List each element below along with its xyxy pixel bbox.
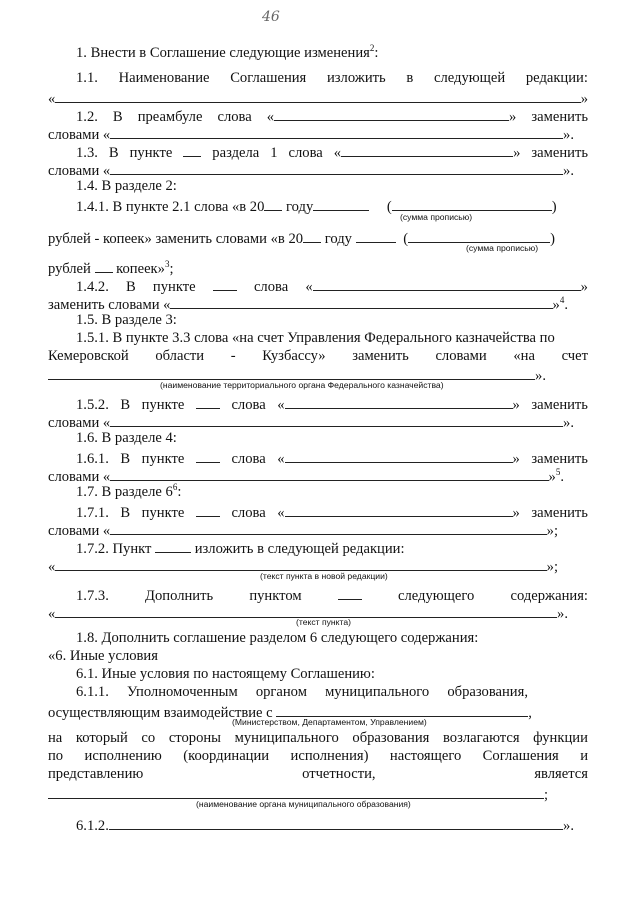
item-1-5-1-blank: ». [48,365,588,384]
fill-line [48,784,544,799]
item-1-5-2: 1.5.2. В пункте слова « » заменить [48,394,588,413]
item-1-5-1: 1.5.1. В пункте 3.3 слова «на счет Управления Федерального казначейства по [76,330,555,346]
fill-line [48,365,535,380]
item-1-7-3: 1.7.3. Дополнить пунктом следующего содержания: [48,585,588,604]
fill-line [285,502,513,517]
item-1-4-1-cont: рублей - копеек» заменить словами «в 20 году ( ) [48,228,588,247]
caption-municipal-body: (наименование органа муниципального образования) [196,799,411,809]
item-1-2: 1.2. В преамбуле слова « » заменить [48,106,588,125]
fill-line [196,502,220,517]
item-1-8: 1.8. Дополнить соглашение разделом 6 следующего содержания: [76,630,479,646]
page-number: 46 [262,9,280,25]
fill-line [313,196,369,211]
fill-line [55,603,557,618]
caption-amount-2: (сумма прописью) [466,243,539,253]
item-1-heading: 1. Внести в Соглашение следующие изменения$^2$: [76,43,379,61]
fill-line [155,538,191,553]
item-1-4-2-cont: заменить словами « »$^4$. [48,295,568,313]
item-6-1-1-blank: ; [48,784,588,803]
item-1-6-1-cont: словами « »$^5$. [48,467,564,485]
fill-line [110,124,563,139]
item-6-1: 6.1. Иные условия по настоящему Соглашению: [76,666,375,682]
fill-line [110,520,546,535]
fill-line [183,142,201,157]
item-1-2-cont: словами « ». [48,124,588,143]
fill-line [408,228,550,243]
item-1-6: 1.6. В разделе 4: [76,430,177,446]
fill-line [285,448,513,463]
item-1-5: 1.5. В разделе 3: [76,312,177,328]
fill-line [392,196,552,211]
caption-new-text: (текст пункта в новой редакции) [260,571,388,581]
fill-line [95,258,113,273]
fill-line [110,466,548,481]
item-1-4-2: 1.4.2. В пункте слова « » [48,276,588,295]
item-6-1-1-line3: на который со стороны муниципального образования возлагаются функции [48,730,588,746]
item-6-1-1: 6.1.1. Уполномоченным органом муниципального образования, [76,684,528,700]
item-1-1-blank: « » [48,88,588,107]
item-1-7-3-blank: « ». [48,603,588,622]
caption-treasury-body: (наименование территориального органа Федерального казначейства) [160,380,444,390]
item-6-1-1-line5: представлению отчетности, является [48,766,588,782]
item-1-3-cont: словами « ». [48,160,588,179]
item-1-5-1-cont: Кемеровской области - Кузбассу» заменить словами «на счет [48,348,588,364]
fill-line [341,142,513,157]
caption-ministry: (Министерством, Департаментом, Управлением) [232,717,427,727]
item-1-5-2-cont: словами « ». [48,412,588,431]
fill-line [110,160,563,175]
fill-line [338,585,362,600]
item-6-1-1-line4: по исполнению (координации исполнения) настоящего Соглашения и [48,748,588,764]
fill-line [170,294,552,309]
item-1-4-1-end: рублей копеек»$^3$; [48,259,174,277]
item-6-1-2: 6.1.2. ». [48,815,588,834]
fill-line [274,106,509,121]
item-1-3: 1.3. В пункте раздела 1 слова « » заменить [48,142,588,161]
item-1-4-1: 1.4.1. В пункте 2.1 слова «в 20 году ( ) [48,196,588,215]
fill-line [276,702,528,717]
item-1-7-2: 1.7.2. Пункт изложить в следующей редакции: [48,538,588,557]
fill-line [303,228,321,243]
fill-line [264,196,282,211]
item-1-4: 1.4. В разделе 2: [76,178,177,194]
item-1-1: 1.1. Наименование Соглашения изложить в следующей редакции: [76,70,588,86]
item-1-7: 1.7. В разделе $6^6$: [76,482,182,500]
caption-amount-1: (сумма прописью) [400,212,473,222]
fill-line [196,448,220,463]
fill-line [55,88,580,103]
item-1-6-1: 1.6.1. В пункте слова « » заменить [48,448,588,467]
fill-line [356,228,396,243]
item-1-7-2-blank: « »; [48,556,588,575]
caption-item-text: (текст пункта) [296,617,351,627]
fill-line [110,412,563,427]
fill-line [109,815,563,830]
section-6-title: «6. Иные условия [48,648,158,664]
fill-line [285,394,513,409]
fill-line [55,556,546,571]
fill-line [313,276,581,291]
fill-line [213,276,237,291]
item-1-7-1-cont: словами « »; [48,520,588,539]
item-1-7-1: 1.7.1. В пункте слова « » заменить [48,502,588,521]
item-6-1-1-cont: осуществляющим взаимодействие с , [48,702,588,721]
fill-line [196,394,220,409]
